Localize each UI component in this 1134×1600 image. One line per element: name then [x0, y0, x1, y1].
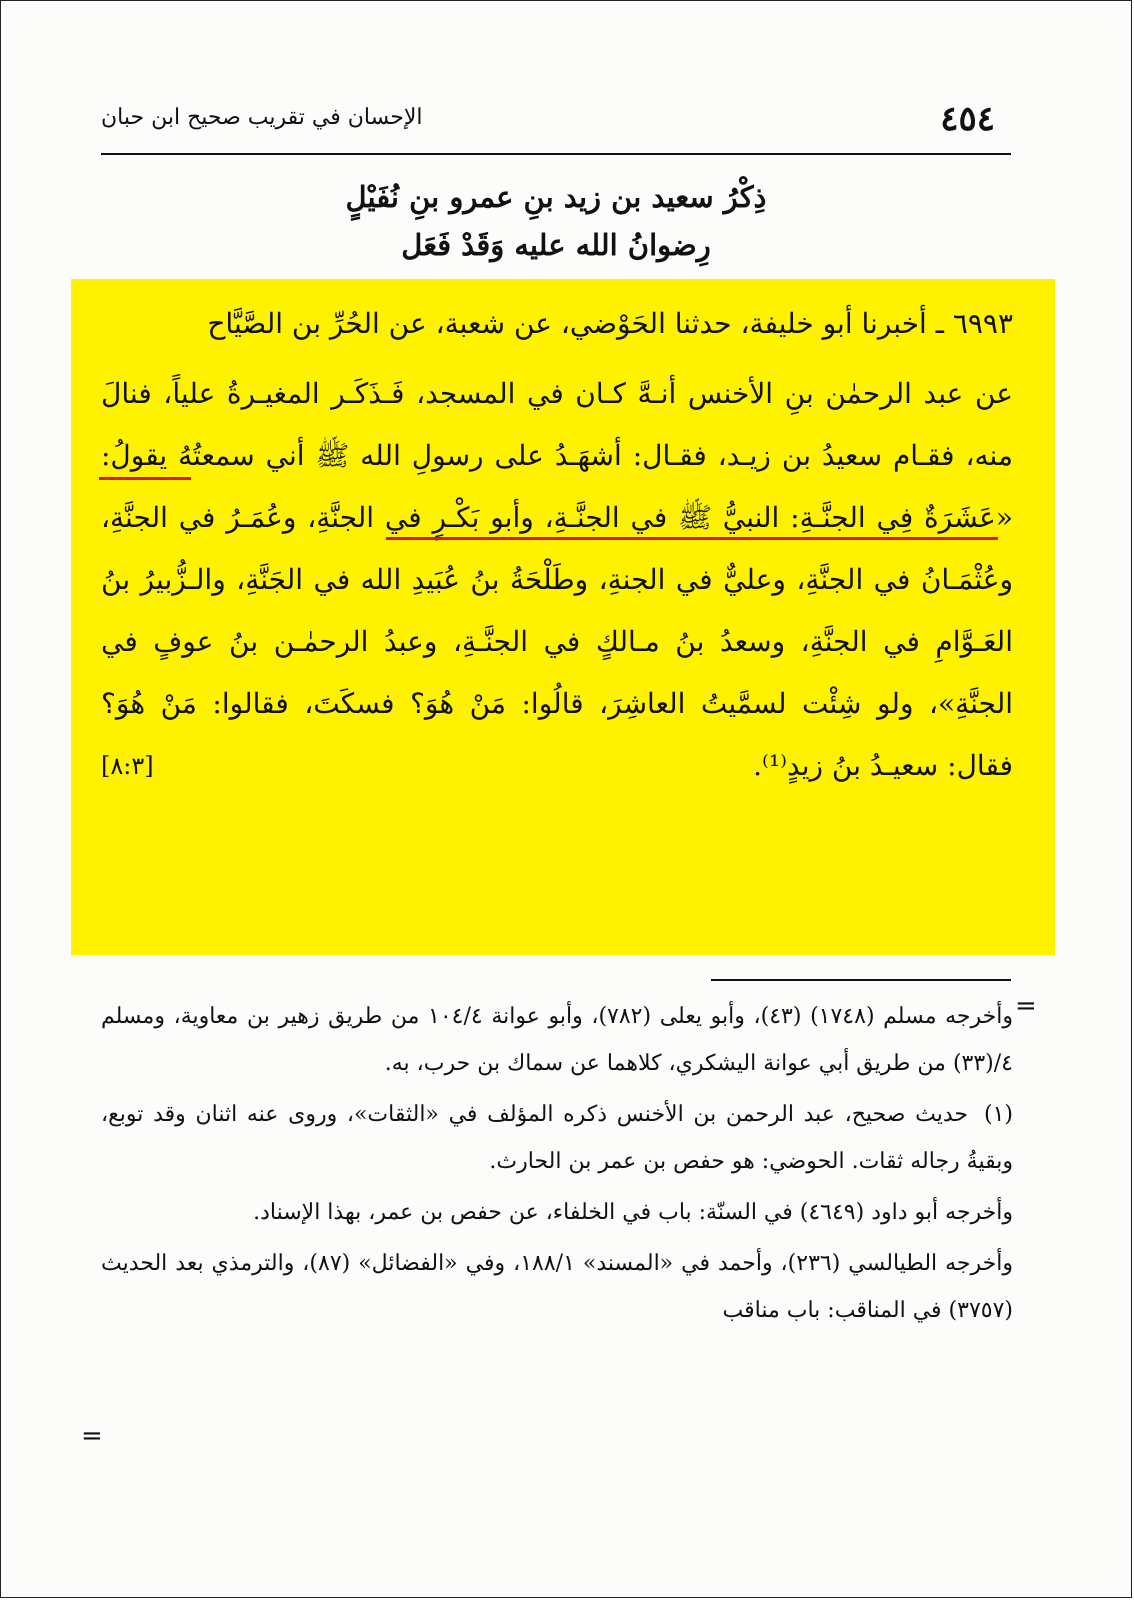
footnotes	[101, 993, 1013, 1338]
chapter-title	[101, 173, 1011, 269]
hadith-matn	[101, 363, 1013, 797]
chapter-title-line-2: رِضوانُ الله عليه وَقَدْ فَعَل	[401, 228, 711, 262]
continued-from-mark: =	[1015, 991, 1037, 1021]
hadith-text	[101, 293, 1013, 797]
hadith-isnad: ٦٩٩٣ ـ أخبرنا أبو خليفة، حدثنا الحَوْضي، عن شعبة، عن الحُرِّ بن الصَّيَّاح	[207, 307, 1013, 340]
chapter-title-line-1: ذِكْرُ سعيد بن زيد بنِ عمرو بنِ نُفَيْلٍ	[345, 180, 767, 214]
hadith-reference: [٨:٣]	[101, 752, 154, 780]
footnote-marker: (١)	[983, 1102, 1013, 1127]
header-rule	[101, 153, 1011, 155]
running-title: الإحسان في تقريب صحيح ابن حبان	[101, 105, 423, 130]
red-underline-saeed	[386, 537, 998, 540]
footnote-rule	[711, 979, 1011, 981]
page-header	[101, 97, 1011, 157]
footnote-1-paragraph-3: وأخرجه الطيالسي (٢٣٦)، وأحمد في «المسند» ١٨٨/١، وفي «الفضائل» (٨٧)، والترمذي بعد الحديث (٣٧٥٧) في المناقب: باب مناقب	[101, 1251, 1013, 1323]
footnote-1	[101, 1091, 1013, 1185]
footnote-1-paragraph-2: وأخرجه أبو داود (٤٦٤٩) في السنّة: باب في الخلفاء، عن حفص بن عمر، بهذا الإسناد.	[253, 1200, 1013, 1225]
hadith-matn-text: عن عبد الرحمٰن بنِ الأخنس أنـهَّ كـان في المسجد، فَـذَكَـر المغيـرةُ علياً، فنالَ منه، فقـام سعيدُ بن زيـد، فقـال: أشهَـدُ على رسولِ الله ﷺ أني سمعتُهُ يقولُ: «عَشَرَةٌ فِي الجنَّـةِ: النبيُّ ﷺ في الجنَّـةِ، وأبو بَكْـرٍ في الجنَّةِ، وعُمَـرُ في الجنَّةِ، وعُثْمَـانُ في الجنَّةِ، وعليٌّ في الجنةِ، وطَلْحَةُ بنُ عُبَيدِ الله في الجَنَّةِ، والـزُّبيرُ بنُ العَـوَّامِ في الجنَّةِ، وسعدُ بنُ مـالكٍ في الجنَّـةِ، وعبدُ الرحمٰـن بنُ عوفٍ في الجنَّةِ»، ولو شِئْت لسمَّيتُ العاشِرَ، قالُوا: مَنْ هُوَ؟ فسكَتَ، فقالوا: مَنْ هُوَ؟ فقال: سعيـدُ بنُ زيدٍ⁽¹⁾.	[101, 377, 1013, 782]
footnote-1-text-a: حديث صحيح، عبد الرحمن بن الأخنس ذكره المؤلف في «الثقات»، وروى عنه اثنان وقد توبع، وبقيةُ رجاله ثقات. الحوضي: هو حفص بن عمر بن الحارث.	[101, 1102, 1013, 1174]
continues-to-mark: =	[81, 1421, 103, 1451]
page-number: ٤٥٤	[940, 99, 995, 139]
red-underline-fadhakara	[99, 477, 191, 480]
footnote-continuation: وأخرجه مسلم (١٧٤٨) (٤٣)، وأبو يعلى (٧٨٢)، وأبو عوانة ١٠٤/٤ من طريق زهير بن معاوية، ومسلم ٤/(٣٣) من طريق أبي عوانة اليشكري، كلاهما عن سماك بن حرب، به.	[101, 1004, 1013, 1076]
